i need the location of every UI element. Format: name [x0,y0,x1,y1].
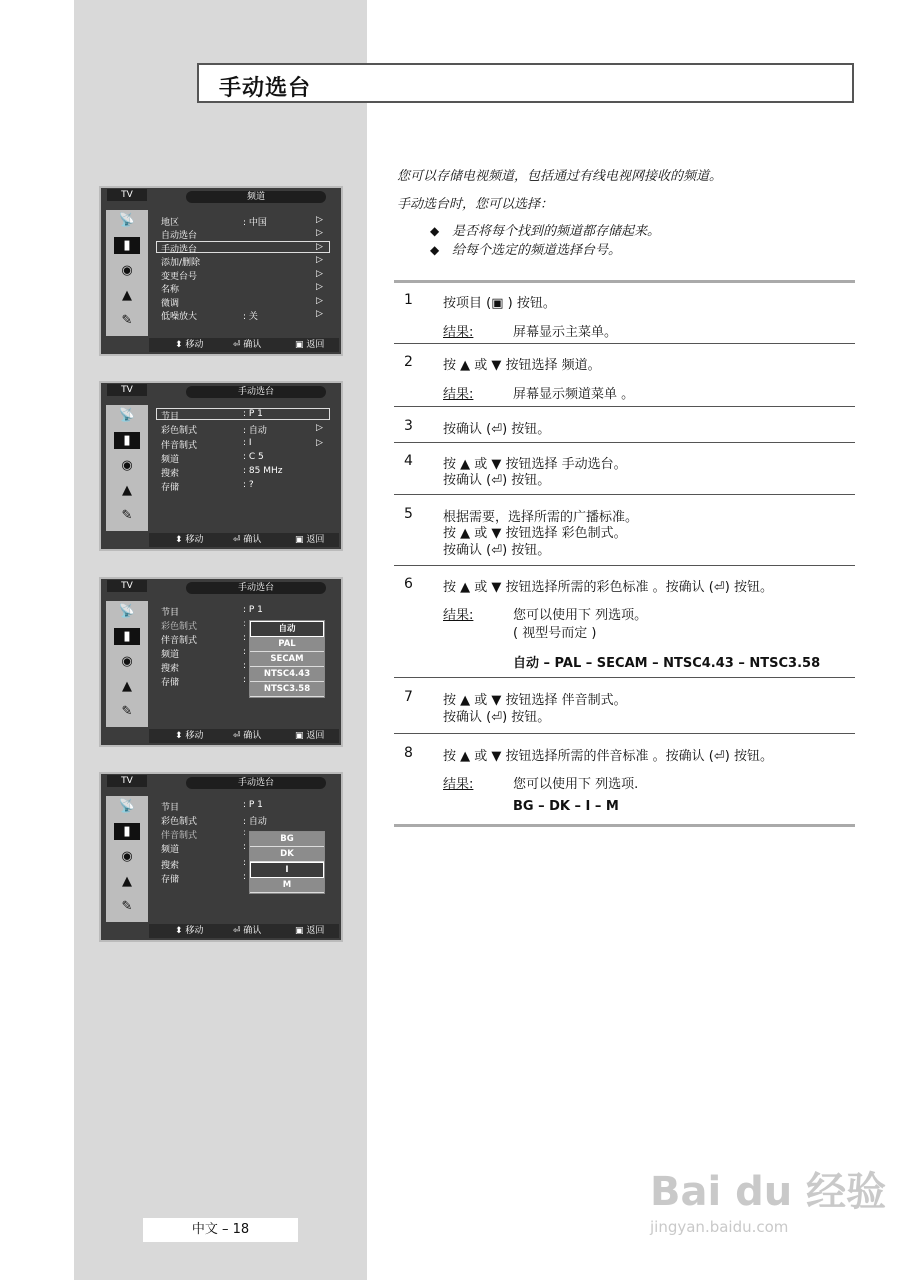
tv-menu-header: 手动选台 [186,386,326,398]
tv-row[interactable]: 彩色制式 : 自动 [161,817,267,827]
tv-side-icons [106,210,148,336]
tv-menu-header: 手动选台 [186,582,326,594]
tv-row[interactable]: 地区 : 中国 ▷ [161,215,323,228]
divider [394,824,855,827]
bullet-item: ◆ 是否将每个找到的频道都存储起来。 [430,224,661,239]
antenna-icon: 📡 [118,799,136,814]
tv-row[interactable]: 搜索 : [161,661,247,674]
tv-label: TV [107,580,147,592]
color-system-dropdown[interactable] [249,620,325,698]
tools-icon: ✎ [121,313,133,328]
tv-row[interactable]: 存储 : [161,872,247,885]
tv-row[interactable]: 频道 : C 5 [161,452,264,465]
tv-row[interactable]: 伴音制式 : [161,633,247,646]
bullet-item: ◆ 给每个选定的频道选择台号。 [430,243,622,258]
page-title: 手动选台 [219,76,312,101]
tv-row[interactable]: 变更台号 ▷ [161,269,323,282]
dropdown-option[interactable]: SECAM [250,652,324,667]
tv-row[interactable]: 频道 : [161,842,247,855]
tv-row[interactable]: 彩色制式 : [161,619,247,632]
divider [394,406,855,407]
dropdown-option[interactable]: I [250,862,324,878]
satellite-icon: ▲ [122,679,132,694]
divider [394,442,855,443]
tv-row[interactable]: 搜索 : 85 MHz [161,466,283,479]
globe-icon: ◉ [121,458,133,473]
divider [394,343,855,344]
tv-row[interactable]: 名称 ▷ [161,282,323,295]
tv-row[interactable]: 添加/删除 ▷ [161,255,323,268]
dropdown-option[interactable]: BG [250,832,324,847]
satellite-icon: ▲ [122,874,132,889]
tv-row[interactable]: 自动选台 ▷ [161,228,323,241]
antenna-icon: 📡 [118,604,136,619]
tv-screen-manual-tuning [99,381,343,551]
tv-label: TV [107,384,147,396]
antenna-icon: 📡 [118,213,136,228]
globe-icon: ◉ [121,654,133,669]
tools-icon: ✎ [121,508,133,523]
tv-row[interactable]: 手动选台 ▷ [161,242,323,255]
antenna-icon: 📡 [118,408,136,423]
tv-menu-header: 频道 [186,191,326,203]
tv-row[interactable]: 微调 ▷ [161,296,323,309]
globe-icon: ◉ [121,263,133,278]
watermark-url: jingyan.baidu.com [650,1218,789,1236]
tools-icon: ✎ [121,899,133,914]
tv-screen-channel-menu [99,186,343,356]
tv-menu-header: 手动选台 [186,777,326,789]
dropdown-option[interactable]: PAL [250,637,324,652]
tv-side-icons [106,601,148,727]
tv-row[interactable]: 伴音制式 : I ▷ [161,438,323,451]
globe-icon: ◉ [121,849,133,864]
divider [394,677,855,678]
tv-footer: ⬍ 移动 ⏎ 确认 ▣ 返回 [149,338,339,352]
tv-row[interactable]: 节目 : P 1 [161,409,263,422]
satellite-icon: ▲ [122,288,132,303]
tv-label: TV [107,775,147,787]
speaker-icon: ▮ [114,432,140,449]
sound-system-dropdown[interactable] [249,831,325,894]
tv-row[interactable]: 节目 : P 1 [161,800,263,813]
dropdown-option[interactable]: NTSC3.58 [250,682,324,697]
intro-text-1: 您可以存储电视频道，包括通过有线电视网接收的频道。 [397,169,723,184]
page-number: 中文 – 18 [143,1218,298,1242]
tv-row[interactable]: 存储 : ? [161,480,254,493]
tv-footer: ⬍ 移动 ⏎ 确认 ▣ 返回 [149,729,339,743]
page-title-box [197,63,854,103]
tv-row[interactable]: 搜索 : [161,858,247,871]
tv-row[interactable]: 存储 : [161,675,247,688]
intro-text-2: 手动选台时，您可以选择： [397,197,554,212]
dropdown-option[interactable]: NTSC4.43 [250,667,324,682]
tv-row[interactable]: 伴音制式 : [161,828,247,841]
speaker-icon: ▮ [114,823,140,840]
tv-screen-color-system [99,577,343,747]
tv-screen-sound-system [99,772,343,942]
satellite-icon: ▲ [122,483,132,498]
speaker-icon: ▮ [114,628,140,645]
tv-row[interactable]: 低噪放大 : 关 ▷ [161,309,323,322]
tv-footer: ⬍ 移动 ⏎ 确认 ▣ 返回 [149,533,339,547]
tv-row[interactable]: 频道 : [161,647,247,660]
watermark-logo: Bai du 经验 [650,1169,887,1215]
speaker-icon: ▮ [114,237,140,254]
tv-footer: ⬍ 移动 ⏎ 确认 ▣ 返回 [149,924,339,938]
divider [394,565,855,566]
divider [394,494,855,495]
tools-icon: ✎ [121,704,133,719]
tv-row[interactable]: 节目 : P 1 [161,605,263,618]
dropdown-option[interactable]: M [250,878,324,893]
tv-label: TV [107,189,147,201]
divider [394,733,855,734]
dropdown-option[interactable]: DK [250,847,324,862]
tv-side-icons [106,796,148,922]
tv-row[interactable]: 彩色制式 : 自动 ▷ [161,423,323,436]
tv-side-icons [106,405,148,531]
divider [394,280,855,283]
dropdown-option[interactable]: 自动 [250,621,324,637]
